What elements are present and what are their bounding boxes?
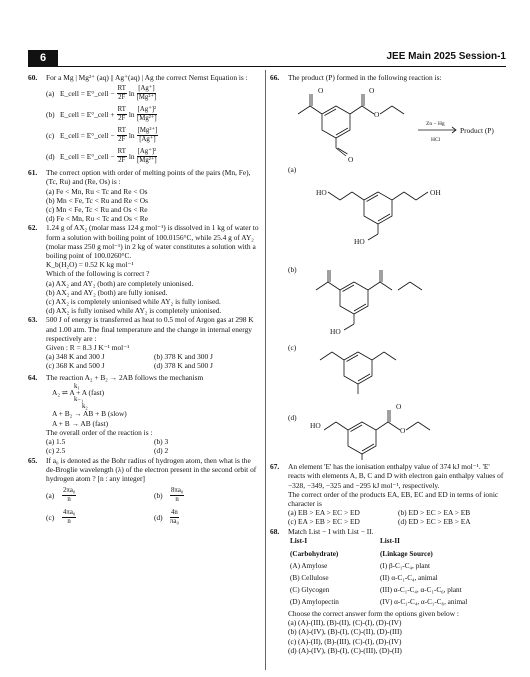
option-c[interactable]: (c) (A)-(II), (B)-(III), (C)-(I), (D)-(IV) [288,636,402,646]
question-63 [28,315,262,370]
table-row: (B) Cellulose (II) α-C₁-C₄, animal [290,573,438,582]
question-text: If a₀ is denoted as the Bohr radius of hydrogen atom, then what is the de-Broglie wavelength (λ) of the electron present in the second orbit of hydrogen atom ? [n : any integer] [46,455,257,484]
option-c-label: (c) [288,343,297,353]
option-c[interactable] [46,125,262,145]
ho-label: HO [316,188,327,198]
option-c[interactable]: (c) AX₂ is completely unionised while AY₂ is fully ionised. [46,297,221,307]
step-1-text: A₂ ⇌ A + A (fast) [52,387,105,397]
page-header [28,50,506,67]
option-label: (c) [46,130,55,140]
rt-over-f: $\frac{RT}{2F}$ [117,126,126,143]
o-label: O [318,86,324,96]
oh-label: OH [430,188,441,198]
option-b[interactable]: (b) 3 [154,437,169,447]
list1-header: List-I [290,537,308,546]
option-a[interactable]: (a) EB > EA > EC > ED [288,508,360,518]
question-66 [270,73,508,462]
ho-label: HO [354,237,365,247]
option-d[interactable] [46,146,262,166]
product-label: Product (P) [460,126,494,136]
option-d[interactable]: (d) ED > EC > EB > EA [398,517,471,527]
option-d[interactable]: (d) (A)-(IV), (B)-(I), (C)-(III), (D)-(II) [288,645,402,655]
option-b[interactable]: (b) $\frac{\text{8πa₀}}{n}$ [154,487,184,504]
rt-over-f: $\frac{RT}{2F}$ [117,105,126,122]
option-b[interactable]: (b) AX₂ and AY₂ (both) are fully ionised. [46,287,168,297]
option-c[interactable]: (c) $\frac{\text{4πa₀}}{n}$ [46,509,76,526]
option-c[interactable]: (c) Mn < Fe, Tc < Ru and Os < Re [46,205,148,215]
concentration-ratio: $\frac{\text{[Mg²⁺]}}{[Ag^+]}$ [137,126,158,143]
option-label: (b) [46,109,55,119]
option-b-label: (b) [288,265,297,275]
option-c[interactable]: (c) EA > EB > EC > ED [288,517,360,527]
question-60 [28,73,262,166]
question-text: The correct option with order of melting points of the pairs (Mn, Fe), (Tc, Ru) and (Re, Os) is : [46,168,251,187]
concentration-ratio: $\frac{\text{[Ag⁺]²}}{\text{[Mg²⁺]}}$ [137,105,157,122]
given-r: Given : R = 8.3 J K⁻¹ mol⁻¹ [46,343,130,353]
option-d[interactable]: (d) $\frac{4n}{\text{πa₀}}$ [154,509,179,526]
rt-over-f: $\frac{RT}{2F}$ [117,84,126,101]
page-number: 6 [28,50,58,66]
option-d-label: (d) [288,413,297,423]
option-a[interactable]: (a) 1.5 [46,437,66,447]
option-c[interactable]: (c) 2.5 [46,446,66,456]
right-column [270,73,508,655]
rt-over-f: $\frac{RT}{2F}$ [117,147,126,164]
option-b[interactable]: (b) (A)-(IV), (B)-(I), (C)-(II), (D)-(III) [288,627,402,637]
question-text: The reaction A₂ + B₂ → 2AB follows the mechanism [46,372,204,382]
option-b[interactable]: (b) Mn < Fe, Tc < Ru and Re < Os [46,195,148,205]
option-b[interactable] [46,104,262,124]
mechanism-step-2 [52,402,262,419]
question-number: 64. [28,372,38,382]
o-label: O [400,426,406,436]
question-number: 67. [270,462,280,472]
option-c[interactable]: (c) 368 K and 500 J [46,361,105,371]
step-2-text: A + B₂ → AB + B (slow) [52,408,127,418]
option-a[interactable]: (a) Fe < Mn, Ru < Tc and Re < Os [46,186,148,196]
question-61 [28,168,262,223]
option-label: (d) [46,151,55,161]
question-ask: The overall order of the reaction is : [46,428,153,438]
o-label: O [348,155,354,165]
list1-subheader: (Carbohydrate) [290,549,339,558]
option-label: (a) [46,88,55,98]
option-a-label: (a) [288,165,297,175]
table-row: (D) Amylopectin (IV) α-C₁-C₄, α-C₁-C₆, animal [290,598,468,607]
ho-label: HO [310,421,321,431]
question-text: 500 J of energy is transferred as heat to 0.5 mol of Argon gas at 298 K and 1.00 atm. The final temperature and the change in internal energy respectively are : [46,315,254,343]
equation-lhs: E_cell = E°_cell − [60,151,115,161]
reagent-top: Zn − Hg [426,121,445,128]
table-row: (C) Glycogen (III) α-C₁-C₄, α-C₁-C₆, plant [290,586,462,595]
concentration-ratio: $\frac{\text{[Ag⁺]²}}{\text{[Mg²⁺]}}$ [137,147,157,164]
question-text: An element 'E' has the ionisation enthalpy value of 374 kJ mol⁻¹. 'E' reacts with elements A, B, C and D with electron gain enthalpy values of −328, −349, −325 and −295 kJ mol⁻¹, respectively. [288,462,504,490]
column-divider [265,70,266,670]
table-row: (A) Amylose (I) β-C₁-C₄, plant [290,561,430,570]
rate-constant-k-1: k₋₁ [74,395,84,403]
mechanism-step-3: A + B → AB (fast) [52,418,109,428]
question-ask: Which of the following is correct ? [46,269,150,279]
question-number: 65. [28,455,38,465]
question-text: For a Mg | Mg²⁺ (aq) || Ag⁺(aq) | Ag the correct Nernst Equation is : [46,73,248,82]
q66-structures-cd [288,322,508,462]
question-number: 66. [270,73,280,82]
option-a[interactable]: (a) AX₂ and AY₂ (both) are completely unionised. [46,278,194,288]
header-title: JEE Main 2025 Session-1 [386,51,506,62]
option-b[interactable]: (b) ED > EC > EA > EB [398,508,471,518]
rate-constant-k1: k₁ [74,382,80,390]
option-d[interactable]: (d) Fe < Mn, Ru < Tc and Os < Re [46,214,148,224]
question-ask: Choose the correct answer form the options given below : [288,609,459,619]
question-text: The product (P) formed in the following reaction is: [288,73,442,82]
question-number: 62. [28,223,38,233]
question-67 [270,462,508,526]
equation-lhs: E_cell = E°_cell + [60,109,115,119]
question-number: 61. [28,168,38,178]
option-d[interactable]: (d) AX₂ is fully ionised while AY₂ is completely unionised. [46,306,222,316]
equation-lhs: E_cell = E°_cell − [60,130,115,140]
ln-term: ln [128,88,135,98]
o-label: O [369,86,375,96]
question-64 [28,373,262,456]
o-label: O [396,402,402,412]
question-62 [28,223,262,315]
rate-constant-k2: k₂ [82,402,88,410]
option-b[interactable]: (b) 378 K and 300 J [154,352,213,362]
option-a[interactable]: (a) $\frac{\text{2πa₀}}{n}$ [46,487,76,504]
ho-label: HO [330,327,341,337]
question-number: 60. [28,73,38,82]
question-65 [28,456,262,528]
question-number: 63. [28,315,38,325]
question-text: Match List − I with List − II. [288,526,374,536]
ln-term: ln [128,109,135,119]
concentration-ratio: $\frac{[Ag^+]}{\text{[Mg²⁺]}}$ [136,84,157,101]
o-label: O [374,110,380,120]
option-a[interactable]: (a) 348 K and 300 J [46,352,105,362]
question-number: 68. [270,526,280,536]
question-text: 1.24 g of AX₂ (molar mass 124 g mol⁻¹) is dissolved in 1 kg of water to form a solution with boiling point of 100.0156°C, while 25.4 g of AY₂ (molar mass 250 g mol⁻¹) in 2 kg of water constitutes a solution with a boiling point of 100.0260°C. [46,223,259,261]
question-ask: The correct order of the products EA, EB, EC and ED in terms of ionic character is [288,489,499,509]
left-column [28,73,262,527]
given-kb: K_b(H₂O) = 0.52 K kg mol⁻¹ [46,260,134,270]
q60-options [46,83,262,166]
question-68 [270,527,508,655]
mechanism-step-1 [52,382,262,402]
match-table [288,536,469,609]
option-d[interactable]: (d) 2 [154,446,169,456]
list2-subheader: (Linkage Source) [380,549,433,558]
option-a[interactable] [46,83,262,103]
ln-term: ln [128,151,135,161]
list2-header: List-II [380,537,400,546]
option-d[interactable]: (d) 378 K and 500 J [154,361,213,371]
option-a[interactable]: (a) (A)-(III), (B)-(II), (C)-(I), (D)-(IV) [288,618,402,628]
reagent-bottom: HCl [431,137,441,144]
equation-lhs: E_cell = E°_cell − [60,88,115,98]
ln-term: ln [128,130,135,140]
